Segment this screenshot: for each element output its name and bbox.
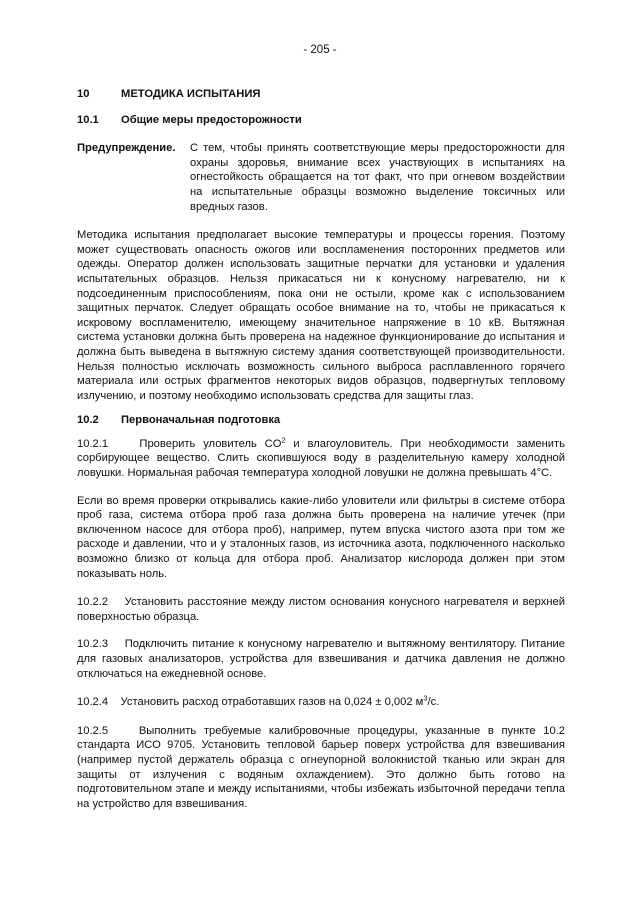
clause-text: Выполнить требуемые калибровочные процедуры, указанные в пункте 10.2 стандарта ИСО 9705. Установить тепловой барьер поверх устройства для взвешивания (например пустой держатель образца с огнеупорной волокнистой тканью или экран для защиты от излучения с водяным охлаждением). Это должно быть готово на подготовительном этапе и между испытаниями, чтобы избежать избыточной передачи тепла на устройство для взвешивания. <box>77 724 565 810</box>
subsection-heading-10-2 <box>77 413 565 428</box>
warning-label: Предупреждение. <box>77 142 176 155</box>
subsection-title: Первоначальная подготовка <box>121 414 281 427</box>
clause-10-2-4 <box>77 695 565 710</box>
clause-number: 10.2.4 <box>77 696 109 709</box>
page-content <box>77 87 565 811</box>
clause-number: 10.2.2 <box>77 596 109 609</box>
clause-number: 10.2.3 <box>77 638 109 651</box>
section-title: МЕТОДИКА ИСПЫТАНИЯ <box>121 88 261 100</box>
superscript-3: 3 <box>423 693 428 703</box>
clause-10-2-3 <box>77 637 565 681</box>
risk-paragraph: Методика испытания предполагает высокие температуры и процессы горения. Поэтому может существовать опасность ожогов или воспламенения посторонних предметов или одежды. Оператор должен использовать защитные перчатки для установки и удаления испытательных образцов. Нельзя прикасаться ни к конусному нагревателю, ни к подсоединенным приспособлениям, пока они не остыли, кроме как с использованием защитных перчаток. Следует обращать особое внимание на то, чтобы не прикасаться к искровому воспламенителю, имеющему значительное напряжение в 10 кВ. Вытяжная система установки должна быть проверена на надежное функционирование до испытания и должна быть выведена в вытяжную систему здания соответствующей производительности. Нельзя полностью исключать возможность сильного выброса расплавленного горячего материала или острых фрагментов некоторых видов образцов, подвергнутых тепловому излучению, и поэтому необходимо использовать средства для защиты глаз. <box>77 229 565 402</box>
warning-text: С тем, чтобы принять соответствующие меры предосторожности для охраны здоровья, внимание всех участвующих в испытаниях на огнестойкость обращается на тот факт, что при огневом воздействии на испытательные образцы возможно выделение токсичных или вредных газов. <box>190 142 565 213</box>
clause-text-start: Проверить уловитель CO <box>139 437 282 450</box>
clause-text: Установить расстояние между листом основания конусного нагревателя и верхней поверхностью образца. <box>77 596 566 623</box>
superscript-2: 2 <box>281 435 286 445</box>
warning-block <box>77 141 565 214</box>
clause-text-end: и влагоуловитель. При необходимости заменить сорбирующее вещество. Слить скопившуюся воду в разделительную камеру холодной ловушки. Нормальная рабочая температура холодной ловушки не должна превышать 4°C. <box>77 437 565 480</box>
clause-number: 10.2.5 <box>77 724 109 737</box>
section-number: 10 <box>77 88 90 100</box>
section-heading <box>77 87 565 102</box>
clause-number: 10.2.1 <box>77 437 109 450</box>
clause-text-start: Установить расход отработавших газов на 0,024 ± 0,002 м <box>120 696 424 709</box>
clause-10-2-1 <box>77 437 565 481</box>
clause-10-2-5 <box>77 724 565 812</box>
leak-check-paragraph: Если во время проверки открывались какие-либо уловители или фильтры в системе отбора проб газа, система отбора проб газа должна быть проверена на наличие утечек (при включенном насосе для отбора проб), например, путем впуска чистого азота при том же расходе и давлении, что и у эталонных газов, из источника азота, подключенного насколько возможно близко от кольца для отбора проб. Анализатор кислорода должен при этом показывать ноль. <box>77 494 565 580</box>
clause-text: Подключить питание к конусному нагревателю и вытяжному вентилятору. Питание для газовых анализаторов, устройства для взвешивания и датчика давления не должно отключаться на ежедневной основе. <box>77 638 565 680</box>
subsection-number: 10.2 <box>77 414 99 427</box>
clause-text-end: /с. <box>427 696 440 709</box>
clause-10-2-2 <box>77 595 565 624</box>
subsection-number: 10.1 <box>77 113 99 126</box>
subsection-heading-10-1 <box>77 113 565 128</box>
subsection-title: Общие меры предосторожности <box>121 113 302 126</box>
page-number: - 205 - <box>303 44 337 56</box>
